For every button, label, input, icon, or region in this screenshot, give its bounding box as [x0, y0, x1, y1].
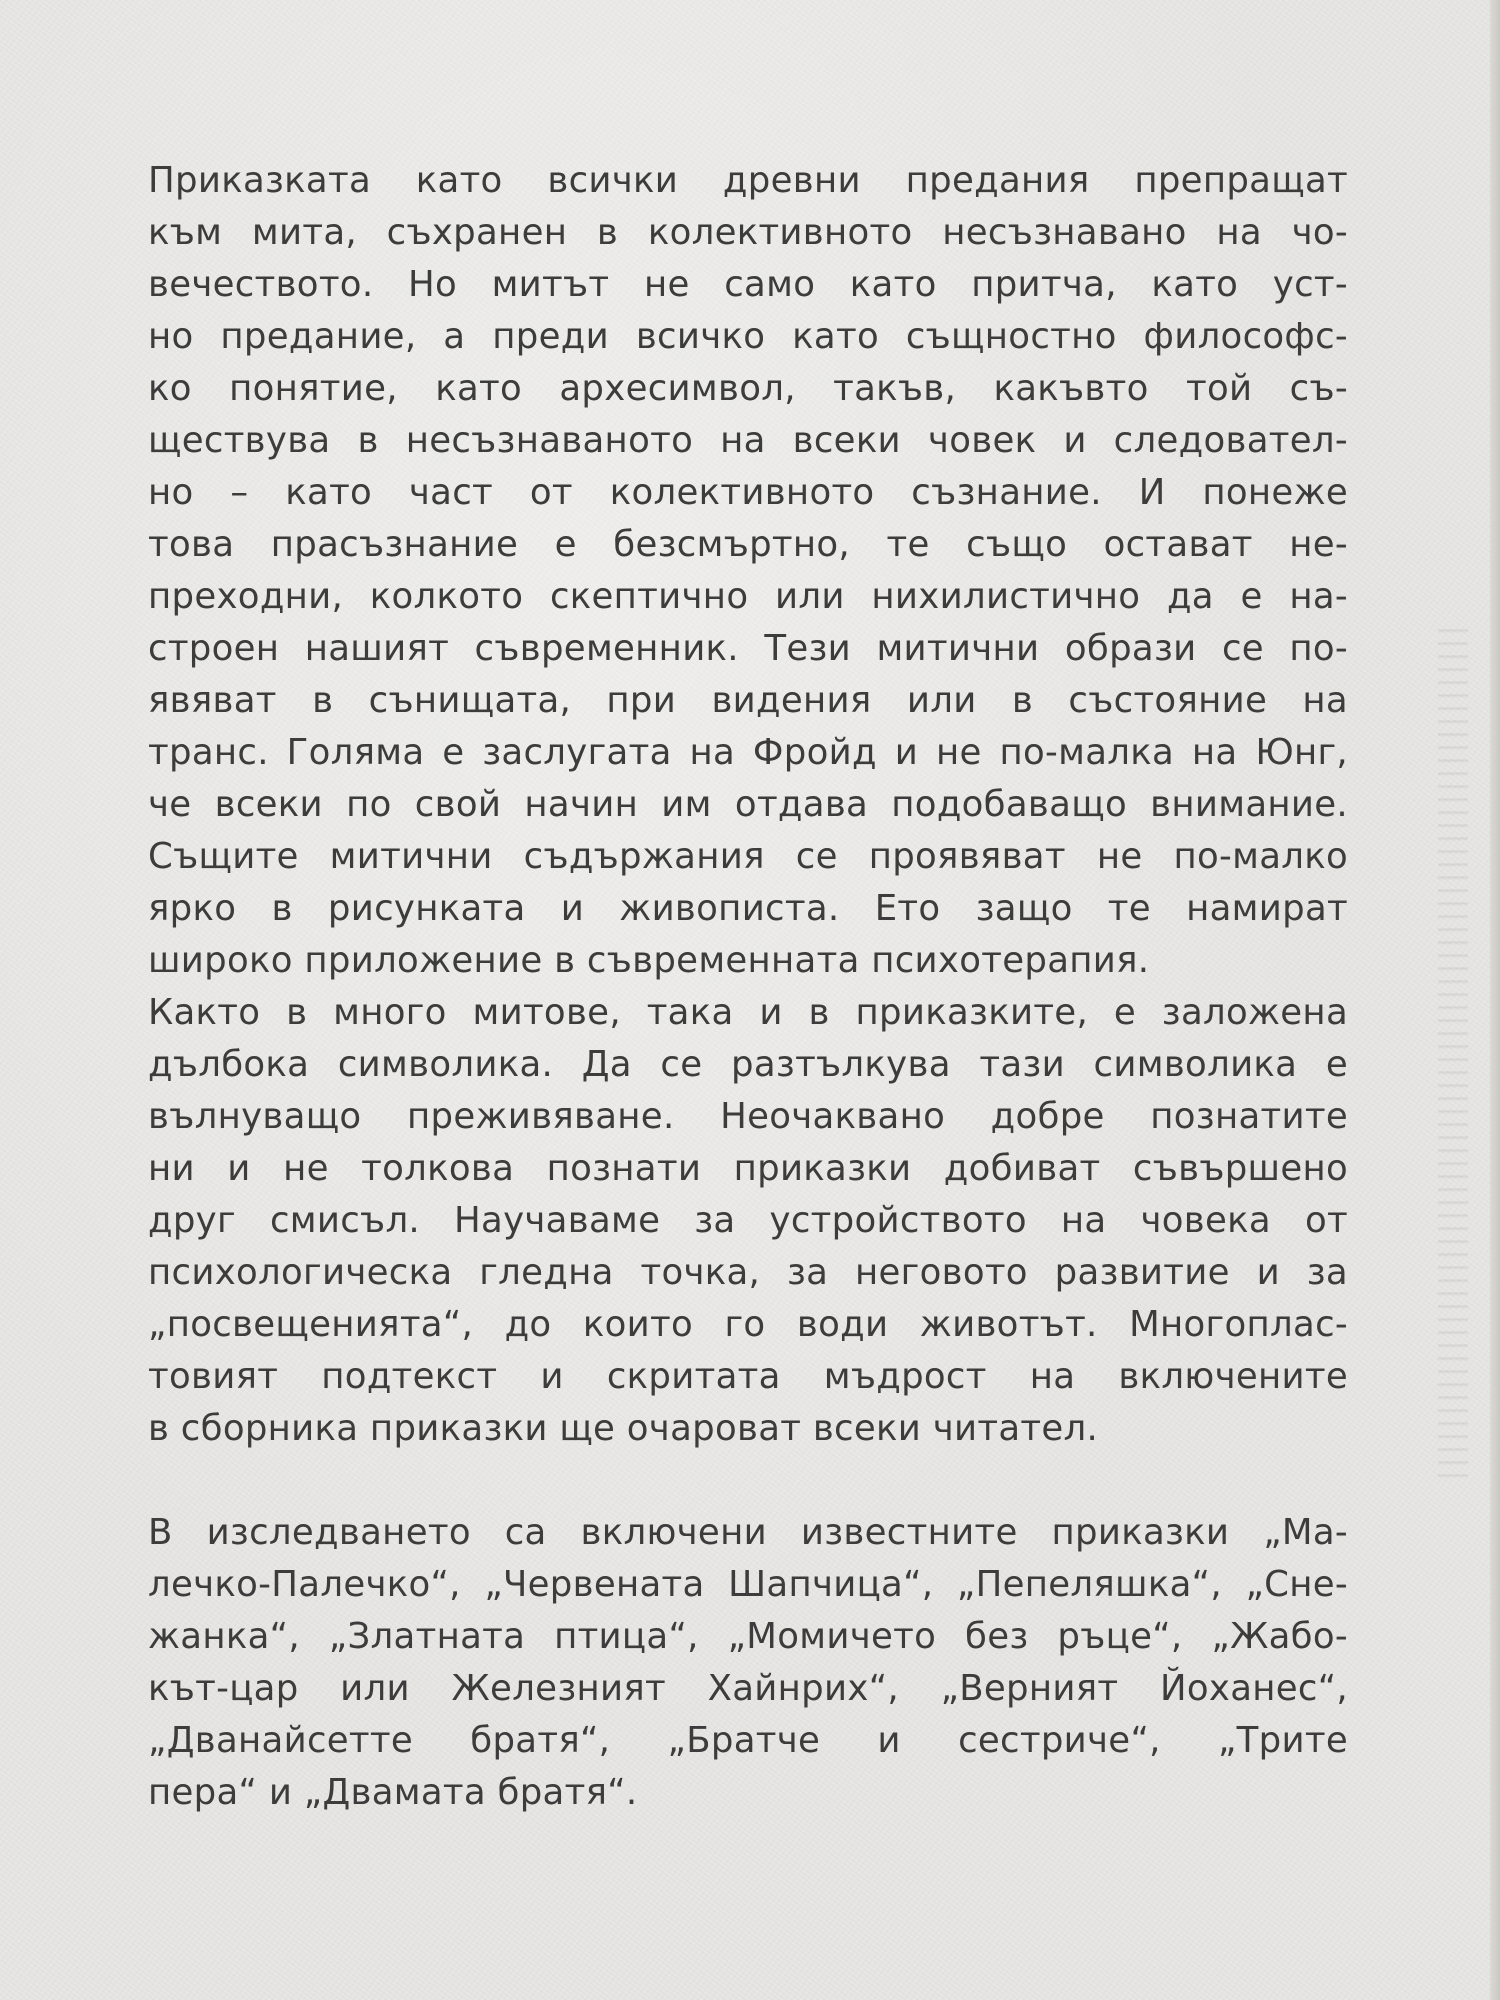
paragraph-contents	[148, 1507, 1348, 1819]
page-edge	[1490, 0, 1500, 2000]
text-line: жанка“, „Златната птица“, „Момичето без ръце“, „Жабо-	[148, 1616, 1348, 1657]
text-line: Същите митични съдържания се проявяват не по-малко	[148, 836, 1348, 877]
text-line: кът-цар или Железният Хайнрих“, „Верният Йоханес“,	[148, 1668, 1348, 1709]
text-line: пера“ и „Двамата братя“.	[148, 1772, 638, 1813]
text-line: товият подтекст и скритата мъдрост на включените	[148, 1356, 1348, 1397]
text-line: Приказката като всички древни предания препращат	[148, 160, 1348, 201]
text-line: в сборника приказки ще очароват всеки читател.	[148, 1408, 1099, 1449]
text-line: ко понятие, като архесимвол, такъв, какъвто той съ-	[148, 368, 1348, 409]
text-line: психологическа гледна точка, за неговото развитие и за	[148, 1252, 1348, 1293]
text-line: към мита, съхранен в колективното несъзнавано на чо-	[148, 212, 1348, 253]
text-line: транс. Голяма е заслугата на Фройд и не по-малка на Юнг,	[148, 732, 1348, 773]
paragraph-intro	[148, 155, 1348, 987]
text-line: преходни, колкото скептично или нихилистично да е на-	[148, 576, 1348, 617]
text-line: дълбока символика. Да се разтълкува тази символика е	[148, 1044, 1348, 1085]
text-line: но – като част от колективното съзнание. И понеже	[148, 472, 1348, 513]
text-line: В изследването са включени известните приказки „Ма-	[148, 1512, 1348, 1553]
paragraph-symbolism	[148, 987, 1348, 1455]
text-line: ществува в несъзнаваното на всеки човек и следовател-	[148, 420, 1348, 461]
text-line: Както в много митове, така и в приказките, е заложена	[148, 992, 1348, 1033]
text-line: лечко-Палечко“, „Червената Шапчица“, „Пепеляшка“, „Сне-	[148, 1564, 1348, 1605]
text-line: това прасъзнание е безсмъртно, те също остават не-	[148, 524, 1348, 565]
cover-text	[148, 155, 1348, 1819]
text-line: вълнуващо преживяване. Неочаквано добре познатите	[148, 1096, 1348, 1137]
text-line: ярко в рисунката и живописта. Ето защо те намират	[148, 888, 1348, 929]
text-line: явяват в сънищата, при видения или в състояние на	[148, 680, 1348, 721]
text-line: „Дванайсетте братя“, „Братче и сестриче“, „Трите	[148, 1720, 1348, 1761]
text-line: строен нашият съвременник. Тези митични образи се по-	[148, 628, 1348, 669]
paper-texture-edge	[1438, 620, 1468, 1480]
text-line: че всеки по свой начин им отдава подобаващо внимание.	[148, 784, 1348, 825]
text-line: широко приложение в съвременната психотерапия.	[148, 940, 1150, 981]
text-line: но предание, а преди всичко като същностно философс-	[148, 316, 1348, 357]
text-line: вечеството. Но митът не само като притча, като уст-	[148, 264, 1348, 305]
text-line: „посвещенията“, до които го води животът. Многоплас-	[148, 1304, 1348, 1345]
text-line: ни и не толкова познати приказки добиват съвършено	[148, 1148, 1348, 1189]
text-line: друг смисъл. Научаваме за устройството на човека от	[148, 1200, 1348, 1241]
paragraph-gap	[148, 1455, 1348, 1507]
